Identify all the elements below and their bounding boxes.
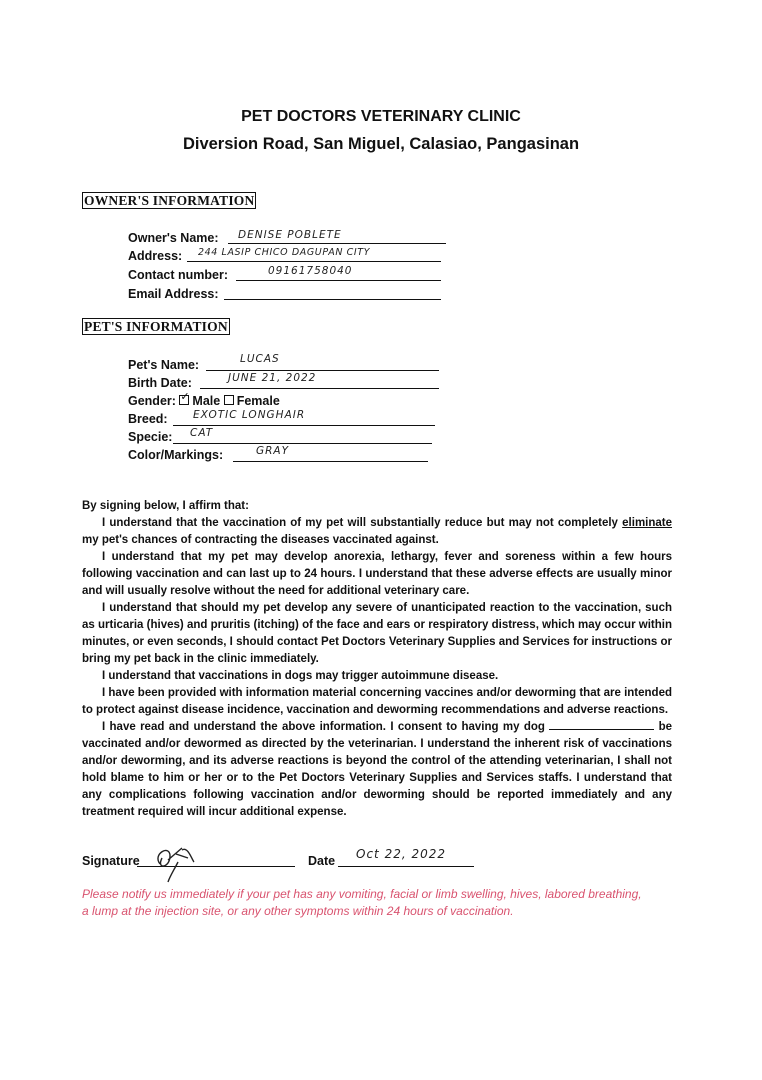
pet-specie-line [173,443,432,444]
pet-breed-label: Breed: [128,412,168,426]
gender-male-label: Male [192,394,221,408]
owner-email-label: Email Address: [128,287,219,301]
affirmation-block [82,498,672,821]
pet-specie-label: Specie: [128,430,173,444]
affirm-p6: I have read and understand the above information. I consent to having my dog be vaccinated and/or dewormed as directed by the veterinarian. I understand the inherent risk of vaccinations and/or deworming, and its adverse reactions is beyond the control of the attending veterinarian, I shall not hold blame to him or her or to the Pet Doctors Veterinary Supplies and Services staffs. I understand that any complications following vaccination and/or deworming should be reported immediately and any treatment required will incur additional expense. [82,721,672,818]
affirm-p3: I understand that should my pet develop any severe of unanticipated reaction to the vaccination, such as urticaria (hives) and pruritis (itching) of the face and ears or respiratory distress, which may occur within minutes, or even seconds, I should contact Pet Doctors Veterinary Supplies and Services for instructions or bring my pet back in the clinic immediately. [82,602,672,665]
affirm-intro: By signing below, I affirm that: [82,500,249,512]
pet-gender-label: Gender: [128,394,176,408]
affirm-p5: I have been provided with information material concerning vaccines and/or deworming that are intended to protect against disease incidence, vaccination and deworming recommendations and adverse reactions. [82,687,673,716]
owner-name-label: Owner's Name: [128,231,219,245]
post-vaccination-notice: Please notify us immediately if your pet has any vomiting, facial or limb swelling, hives, labored breathing, a lump at the injection site, or any other symptoms within 24 hours of vaccination. [82,887,642,918]
affirm-p1: I understand that the vaccination of my pet will substantially reduce but may not completely eliminate my pet's chances of contracting the diseases vaccinated against. [82,517,673,546]
owner-address-line [187,261,441,262]
gender-female-label: Female [236,394,280,408]
pet-birth-value[interactable]: JUNE 21, 2022 [228,372,317,384]
pet-name-label: Pet's Name: [128,358,200,372]
pet-color-value[interactable]: GRAY [256,445,290,457]
clinic-name: PET DOCTORS VETERINARY CLINIC [241,108,521,125]
pet-gender-row [128,394,280,408]
owner-contact-line [236,280,441,281]
affirm-p4: I understand that vaccinations in dogs may trigger autoimmune disease. [102,670,499,682]
date-value: Oct 22, 2022 [356,847,446,861]
affirm-p1-underlined: eliminate [622,517,673,529]
pet-birth-label: Birth Date: [128,376,192,390]
owner-section-title: OWNER'S INFORMATION [84,193,255,208]
date-line[interactable] [338,866,474,867]
pet-color-label: Color/Markings: [128,448,224,462]
signature-label: Signature [82,854,140,868]
owner-address-value[interactable]: 244 LASIP CHICO DAGUPAN CITY [198,247,371,258]
gender-female-checkbox[interactable] [224,395,234,405]
owner-contact-label: Contact number: [128,268,228,282]
gender-male-checkbox[interactable] [179,395,189,405]
pet-name-value[interactable]: LUCAS [240,353,280,365]
pet-specie-value[interactable]: CAT [190,427,214,439]
owner-contact-value[interactable]: 09161758040 [268,265,353,277]
affirm-p2: I understand that my pet may develop anorexia, lethargy, fever and soreness within a few hours following vaccination and can last up to 24 hours. I understand that these adverse effects are usually minor and will usually resolve without the need for additional veterinary care. [82,551,672,597]
clinic-address: Diversion Road, San Miguel, Calasiao, Pangasinan [182,135,580,153]
owner-email-line [224,299,441,300]
pet-name-line [206,370,439,371]
owner-name-line [228,243,446,244]
dog-name-blank[interactable] [549,719,654,730]
pet-birth-line [200,388,439,389]
pet-breed-line [173,425,435,426]
date-label: Date [308,854,336,868]
pet-breed-value[interactable]: EXOTIC LONGHAIR [193,409,306,421]
pet-color-line [233,461,428,462]
pet-section-title: PET'S INFORMATION [84,319,228,334]
owner-address-label: Address: [128,249,183,263]
owner-name-value[interactable]: DENISE POBLETE [238,229,342,241]
signature-mark [148,842,208,884]
